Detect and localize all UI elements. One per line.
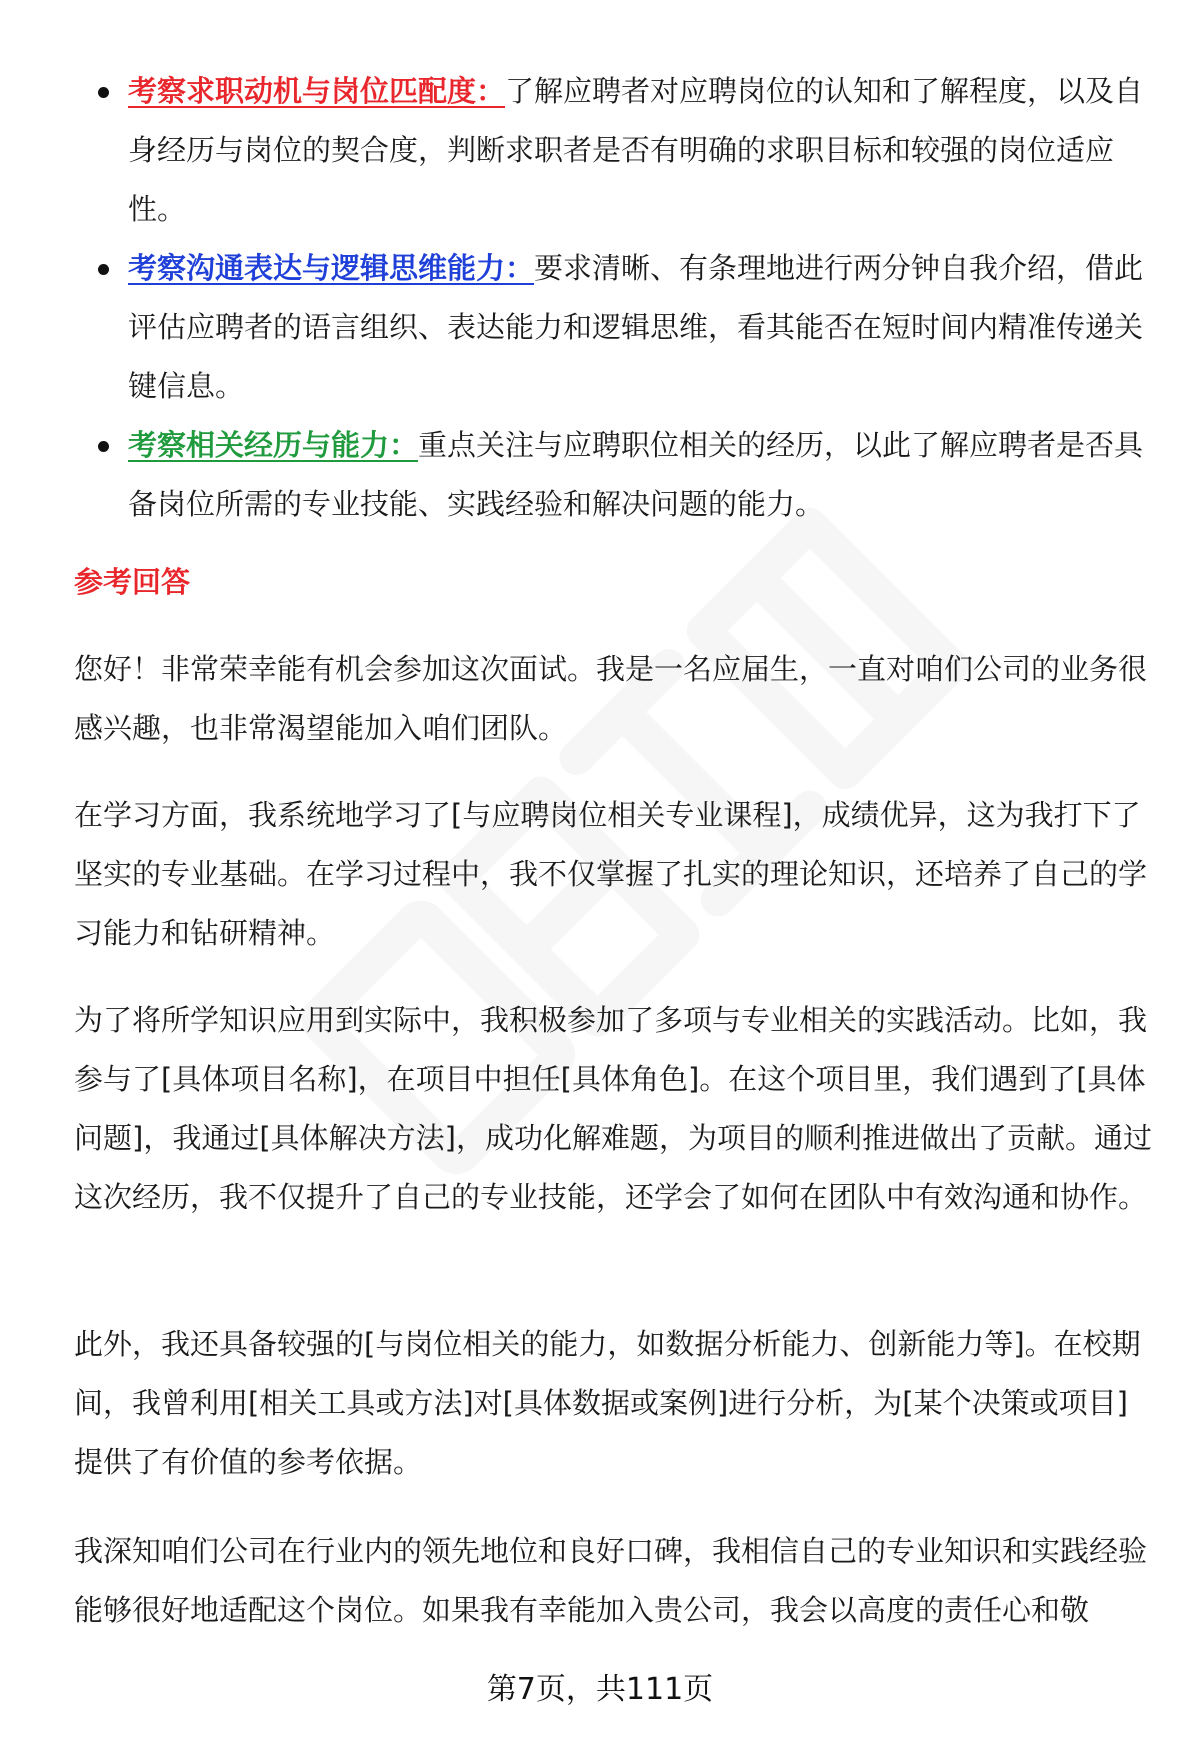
bullet-item-communication [96,239,1146,416]
bullet-dot-icon [98,87,109,98]
bullet-title: 考察沟通表达与逻辑思维能力： [128,251,535,285]
bullet-dot-icon [98,264,109,275]
bullet-title: 考察相关经历与能力： [128,428,419,462]
bullet-item-experience [96,416,1146,534]
answer-paragraph-study: 在学习方面，我系统地学习了[与应聘岗位相关专业课程]，成绩优异，这为我打下了坚实的专业基础。在学习过程中，我不仅掌握了扎实的理论知识，还培养了自己的学习能力和钻研精神。 [74,798,1148,950]
bullet-text: 重点关注与应聘职位相关的经历，以此了解应聘者是否具备岗位所需的专业技能、实践经验和解决问题的能力。 [128,428,1144,521]
bullet-text: 要求清晰、有条理地进行两分钟自我介绍，借此评估应聘者的语言组织、表达能力和逻辑思维，看其能否在短时间内精准传递关键信息。 [128,251,1144,403]
bullet-list [96,62,1146,534]
page-number: 第7页，共111页 [486,1672,714,1707]
bullet-title: 考察求职动机与岗位匹配度： [128,74,506,108]
bullet-dot-icon [98,441,109,452]
section-title: 参考回答 [74,565,191,599]
answer-paragraph-skills: 此外，我还具备较强的[与岗位相关的能力，如数据分析能力、创新能力等]。在校期间，我曾利用[相关工具或方法]对[具体数据或案例]进行分析，为[某个决策或项目]提供了有价值的参考依据。 [74,1327,1141,1479]
bullet-item-motivation [96,62,1146,239]
bullet-text: 了解应聘者对应聘岗位的认知和了解程度，以及自身经历与岗位的契合度，判断求职者是否有明确的求职目标和较强的岗位适应性。 [128,74,1144,226]
answer-paragraph-practice: 为了将所学知识应用到实际中，我积极参加了多项与专业相关的实践活动。比如，我参与了[具体项目名称]，在项目中担任[具体角色]。在这个项目里，我们遇到了[具体问题]，我通过[具体解决方法]，成功化解难题，为项目的顺利推进做出了贡献。通过这次经历，我不仅提升了自己的专业技能，还学会了如何在团队中有效沟通和协作。 [74,1003,1152,1214]
answer-paragraph-fit: 我深知咱们公司在行业内的领先地位和良好口碑，我相信自己的专业知识和实践经验能够很好地适配这个岗位。如果我有幸能加入贵公司，我会以高度的责任心和敬 [74,1534,1148,1627]
answer-paragraph-greeting: 您好！非常荣幸能有机会参加这次面试。我是一名应届生，一直对咱们公司的业务很感兴趣，也非常渴望能加入咱们团队。 [74,652,1148,745]
